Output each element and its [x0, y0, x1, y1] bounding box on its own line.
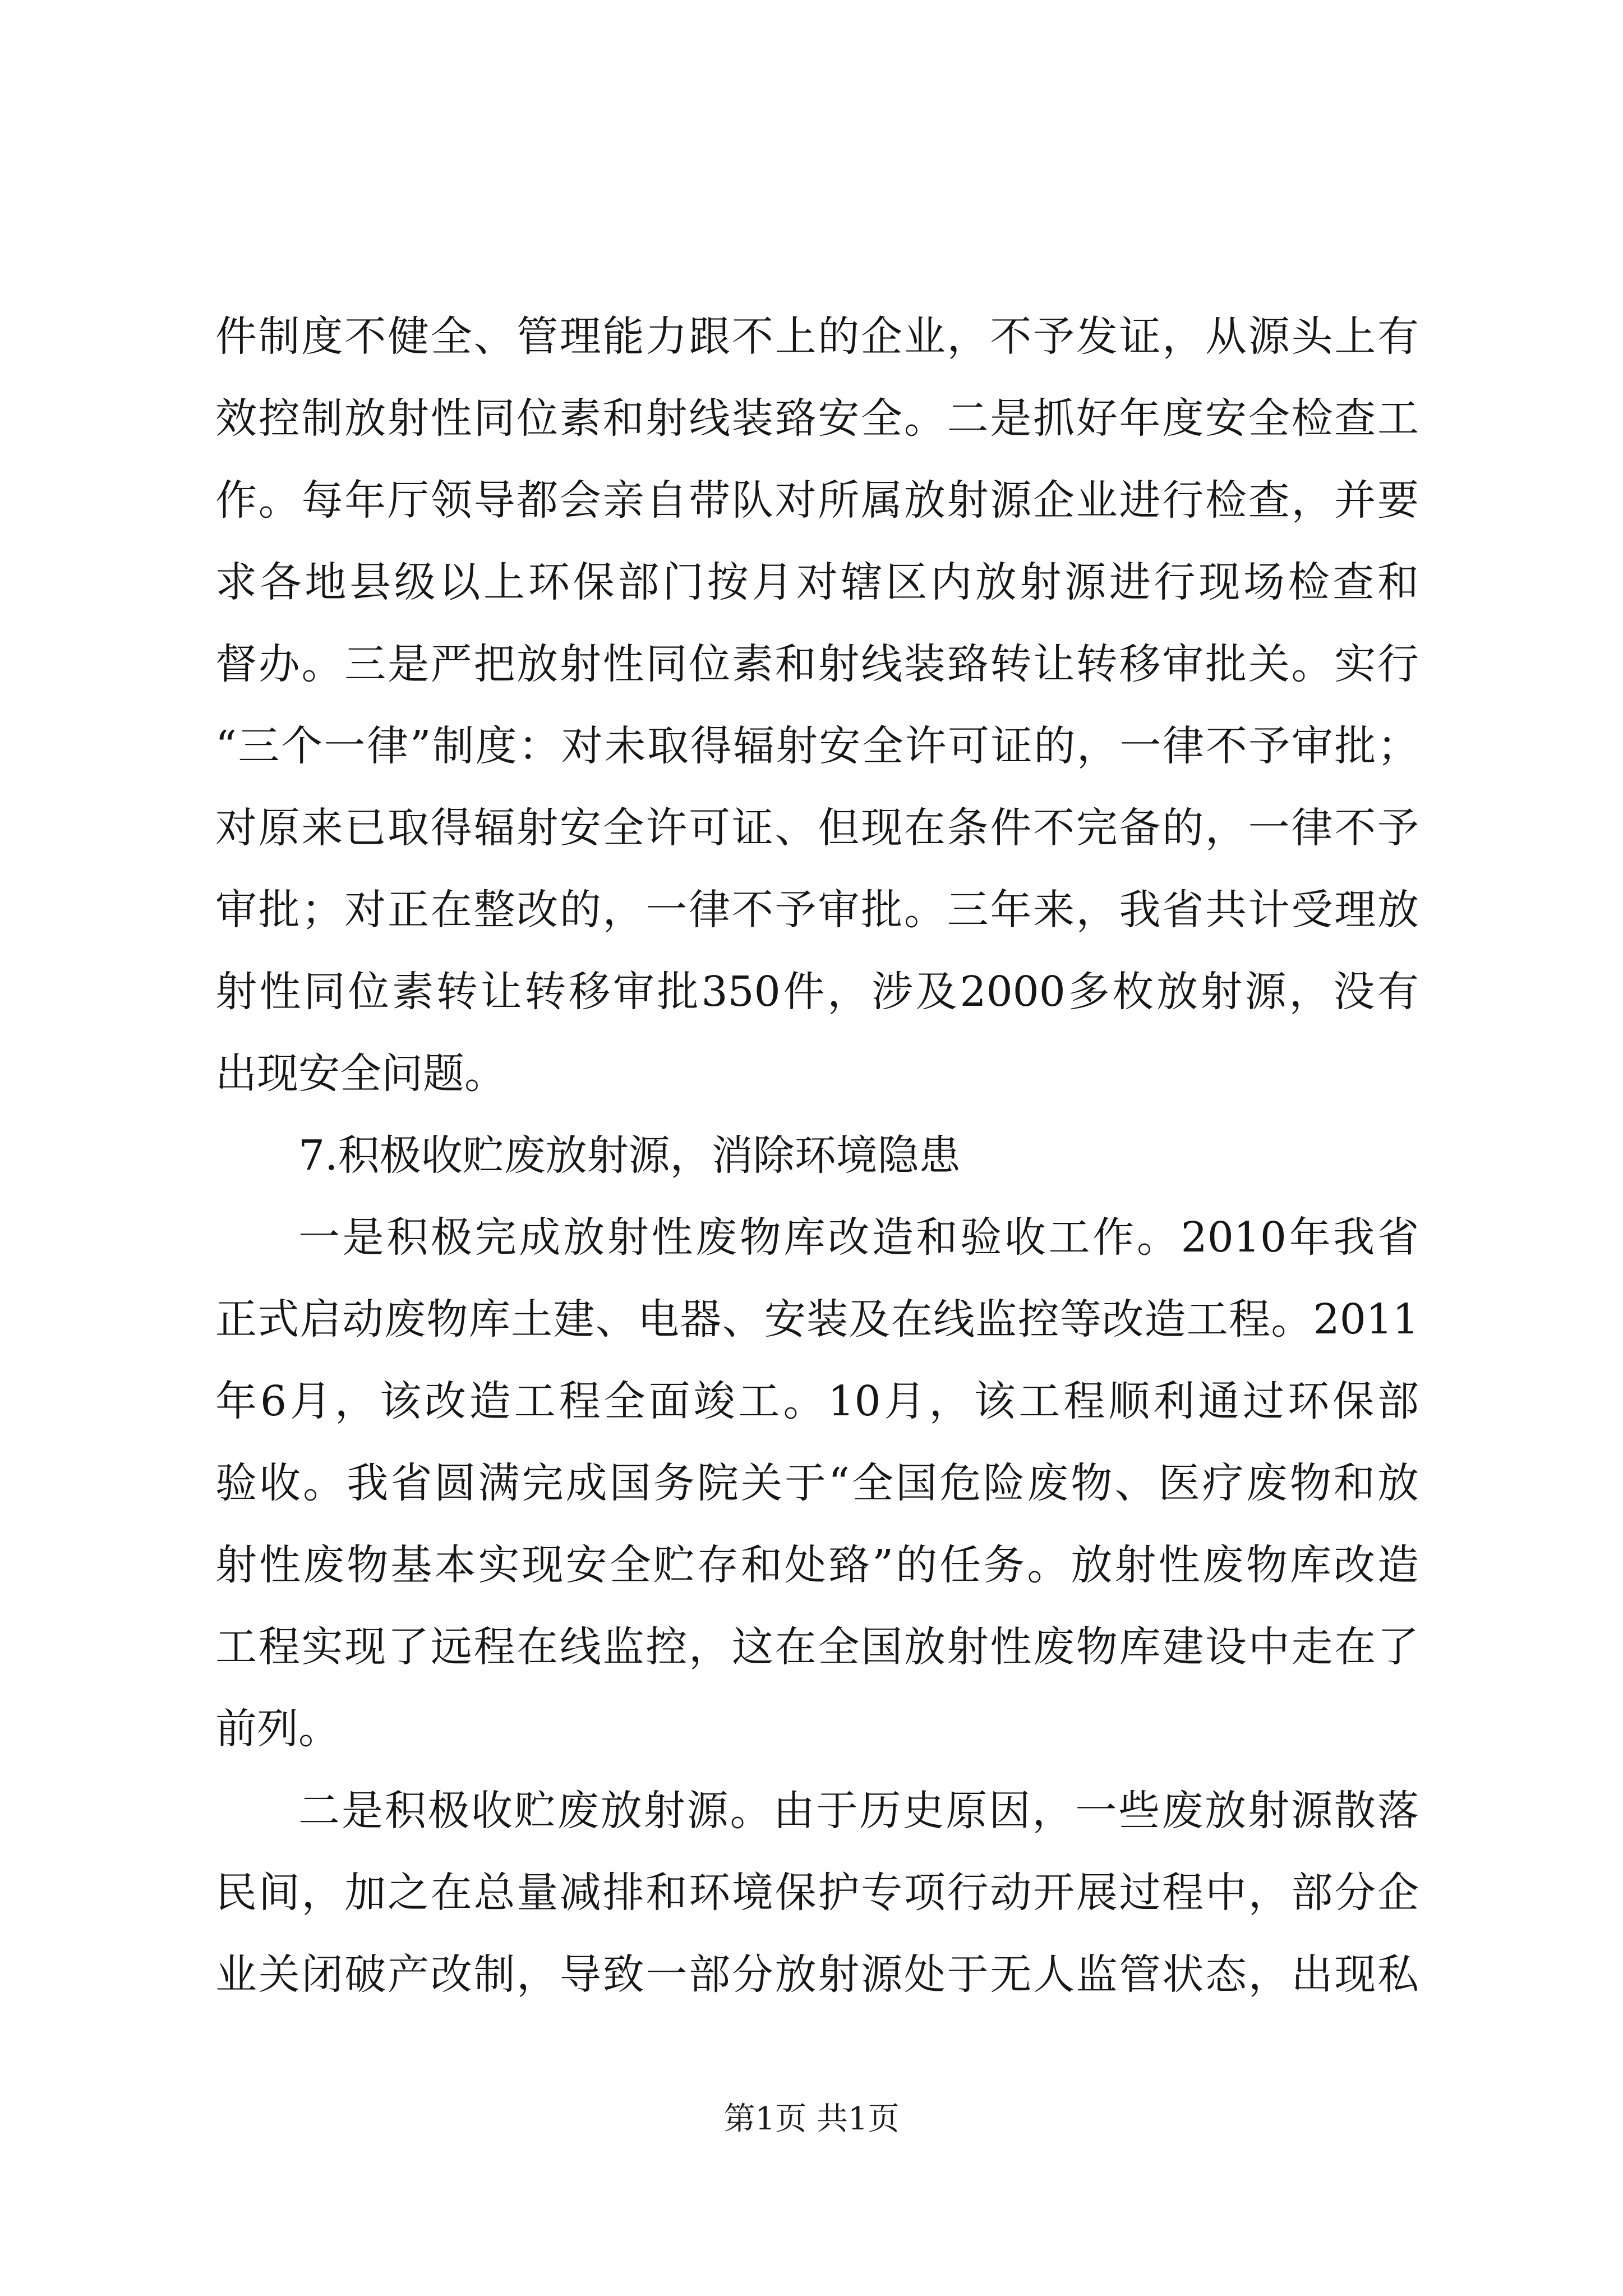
text-line: 年6月，该改造工程全面竣工。10月，该工程顺利通过环保部	[215, 1377, 1419, 1425]
text-line: 工程实现了远程在线监控，这在全国放射性废物库建设中走在了	[215, 1623, 1419, 1671]
text-line: 对原来已取得辐射安全许可证、但现在条件不完备的，一律不予	[215, 804, 1419, 852]
text-line: 求各地县级以上环保部门按月对辖区内放射源进行现场检查和	[215, 558, 1419, 606]
section-heading: 7.积极收贮废放射源，消除环境隐患	[298, 1131, 961, 1180]
text-line: 一是积极完成放射性废物库改造和验收工作。2010年我省	[298, 1213, 1419, 1262]
text-line: “三个一律”制度：对未取得辐射安全许可证的，一律不予审批；	[215, 722, 1419, 770]
text-line: 验收。我省圆满完成国务院关于“全国危险废物、医疗废物和放	[215, 1459, 1419, 1507]
text-line: 射性同位素转让转移审批350件，涉及2000多枚放射源，没有	[215, 968, 1419, 1016]
text-line: 二是积极收贮废放射源。由于历史原因，一些废放射源散落	[298, 1787, 1419, 1835]
text-line: 督办。三是严把放射性同位素和射线装臵转让转移审批关。实行	[215, 640, 1419, 688]
text-line: 前列。	[215, 1705, 340, 1753]
page-footer: 第1页 共1页	[723, 2101, 900, 2137]
text-line: 业关闭破产改制，导致一部分放射源处于无人监管状态，出现私	[215, 1950, 1419, 1999]
text-line: 民间，加之在总量减排和环境保护专项行动开展过程中，部分企	[215, 1869, 1419, 1917]
text-line: 正式启动废物库土建、电器、安装及在线监控等改造工程。2011	[215, 1295, 1419, 1343]
text-line: 审批；对正在整改的，一律不予审批。三年来，我省共计受理放	[215, 886, 1419, 934]
text-line: 射性废物基本实现安全贮存和处臵”的任务。放射性废物库改造	[215, 1541, 1419, 1589]
text-line: 出现安全问题。	[215, 1050, 506, 1098]
text-line: 件制度不健全、管理能力跟不上的企业，不予发证，从源头上有	[215, 312, 1419, 361]
text-line: 效控制放射性同位素和射线装臵安全。二是抓好年度安全检查工	[215, 394, 1419, 443]
text-line: 作。每年厅领导都会亲自带队对所属放射源企业进行检查，并要	[215, 476, 1419, 524]
